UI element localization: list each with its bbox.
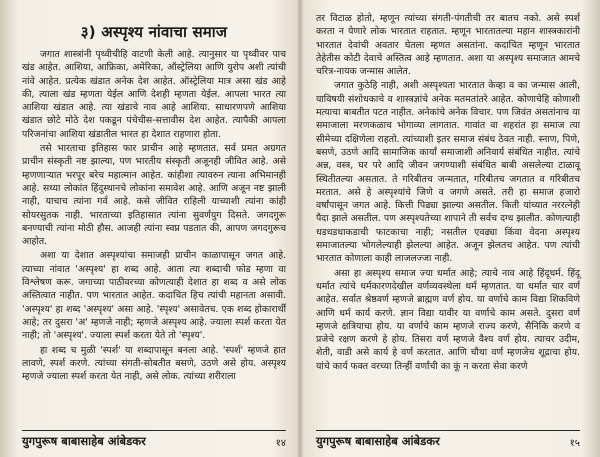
left-paragraph-3: अशा या देशात अस्पृश्यांचा समाजही प्राचीन काळापासून जगत आहे. त्याच्या नांवात 'अस्पृश्य' हा शब्द आहे. आता त्या शब्दाची फोड म्हणा वा विश्लेषण करू. जगाच्या पाठीवरच्या कोणत्याही देशात हा शब्द व असे लोक अस्तित्वात नाहीत. पण भारतात आहेत. कदाचित हिच त्यांची महानता असावी. 'अस्पृश्य' हा शब्द 'अस्पृश्य' असा आहे. 'स्पृश्य' असावेतच. एक शब्द होकारार्थी आहे; तर दुसरा 'अ' म्हणजे नाही; म्हणजे अस्पृश्य आहे. ज्याला स्पर्श करता येत नाही; तो 'अस्पृश्य'. ज्याला स्पर्श करता येते तो 'स्पृश्य'. bbox=[22, 250, 286, 342]
left-paragraph-2: तसे भारताचा इतिहास फार प्राचीन आहे म्हणतात. सर्व प्रमत अग्रगत प्राचीन संस्कृती नष्ट झाल्या, पण भारतीय संस्कृती अजूनही जीवित आहे. असे म्हणणाऱ्यात भरपूर बरेच महात्मान आहेत. कांहीशा त्यावरुन त्याना अभिमानही आहे. सध्या लोकांत हिंदुस्थानचे लोकांना समावेश आहे. आणि अजून नष्ट झाली नाही, याचाच त्यांना गर्व आहे. कसे जीवित राहिली याच्याशी त्यांना कांही सोयरसुतक नाही. भारताच्या इतिहासात त्यांना सुवर्णयुग दिसते. जगदगुरू बनण्याची त्यांना मोठी हौस. आजही त्यांना स्वप्न पडतात की, आपण जगदगुरूच आहोत. bbox=[22, 143, 286, 248]
left-paragraph-1: जगात शास्त्रांनी पृथ्वीचीहि वाटणी केली आहे. त्यानुसार या पृथ्वीवर पाच खंड आहेत. आशिया, आफ्रिका, अमेरिका, ऑस्ट्रेलिया आणि युरोप अशी त्यांची नांवे आहेत. प्रत्येक खंडात अनेक देश आहेत. ऑस्ट्रेलिया मात्र असा खंड आहे की, त्याला खंड म्हणता येईल आणि देशही म्हणता येईल. आपला भारत त्या आशिया खंडात आहे. त्या खंडाचे नाव आहे आशिया. साधारणपणे आशिया खंडात छोटे मोठे देश पकडून पंचेचीस-सत्तावीस देश आहेत. त्यापैकी आपला परिजनांचा आशिया खंडातील भारत हा देशात राहणारा होता. bbox=[22, 49, 286, 140]
footer-book-title: युगपुरूष बाबासाहेब आंबेडकर bbox=[316, 434, 440, 448]
left-page-footer bbox=[22, 430, 286, 449]
page-number: १५ bbox=[569, 437, 580, 449]
page-number: १४ bbox=[275, 437, 286, 449]
right-page-footer bbox=[316, 430, 580, 449]
footer-book-title: युगपुरूष बाबासाहेब आंबेडकर bbox=[22, 434, 146, 448]
right-paragraph-2: जगात कुठेहि नाही, अशी अस्पृश्यता भारतात केव्हा व का जन्मास आली, याविषयी संशोधकाचे व शास्त्रज्ञांचे अनेक मतमतांतरे आहेत. कोणाचेहि कोणाशी मत्याचा बाबतीत पटत नाहीत. अनेकांचे अनेक विचार. पण जिवंत असतांनाच या समाजाला मरणकळाच भोगाव्या लागतात. गावांत वा शहरांत हा समाज त्या सीमेच्या दक्षिणेला राहतो. त्यांच्याशी इतर समाज संबंध ठेवत नाही. स्नाण, पिणे, बसणे, उठणे आदि सामाजिक कार्यां समाजाशी अनिवार्य संबंधित नाहीत. त्यांचे अन्न, वस्त्र, घर परे आदि जीवन जगण्याशी संबंधित बाबी असलेल्या टाळावू स्थितीतल्या असतात. ते गरिबीतच जन्मतात, गरिबीतच जगतात व गरिबीतच मरतात. असे हे अस्पृश्यांचे जिणे व जगणे असते. तरी हा समाज हजारो वर्षांपासून जगत आहे. कित्ती पिढ्या झाल्या असतील. किती यांच्यात नररत्नेही पैदा झाले असतील. पण अस्पृश्यतेच्या शापाने ती सर्वच दग्ध झालीत. कोणत्याही धडधडधाकडाची फाटकाचा नाही; नसतील एवढ्या किंवा वेदना अस्पृश्य समाजातल्या भोगलेल्याही झेलल्या आहेत. अजून झेलतच आहेत. पण त्यांची भारतात कोणाला काही लाजलज्जा नाही. bbox=[316, 80, 580, 265]
left-paragraph-4: हा शब्द च मुळी 'स्पर्श' या शब्दापासून बनला आहे. 'स्पर्श' म्हणजे हात लावणे, स्पर्श करणे. त्यांच्या संगती-सोबतीत बसणे, उठणे असे होय. अस्पृश्य म्हणजे ज्याला स्पर्श करता येत नाही, असे लोक. त्यांच्या शरीराला bbox=[22, 344, 286, 383]
right-paragraph-1: तर विटाळ होतो, म्हणून त्यांच्या संगती-पंगतीची तर बातच नको. असे स्पर्श करता न येणारे लोक भारतात राहतात. म्हणून भारतातल्या महान शास्त्रकारांनी भारतात देवांची अवतार घेतला म्हणत असतांना. कदाचित म्हणून भारतात तेहेतीस कोटी देवाचे अस्तित्व आहे म्हणतात. अशा या अस्पृश्य समाजात आमचे चरित्र-नायक जन्मास आलेत. bbox=[316, 13, 580, 78]
right-page bbox=[302, 0, 600, 457]
right-paragraph-3: असा हा अस्पृश्य समाज ज्या धर्मात आहे; त्याचे नाव आहे हिंदूधर्म. हिंदू धर्मात त्यांचे धर्मकारणदेखील वर्णव्यवस्थेला धर्म म्हणतात. या धर्मात चार वर्ण आहेत. सर्वात श्रेष्ठवर्ण म्हणजे ब्राह्मण वर्ण होय. या वर्णाचे काम विद्या शिकविणे आणि धर्म कार्य करणे. ज्ञान विद्या यावीर या वर्णाचे काम असते. दुसरा वर्ण म्हणजे क्षत्रियाचा होय. या वर्णाचे काम म्हणजे राज्य करणे, सैनिकि करणे व प्रजेचे रक्षण करणे हे होय. तिसरा वर्ण म्हणजे वैश्य वर्ण होय. त्याचर उदीम, शेती, वाडी असे कार्य हे वर्ण करतात. आणि चौथा वर्ण म्हणजेच शूद्राचा होय. यांचे कार्य फक्त वरच्या तिन्हीं वर्णांची का कूं न करता सेवा करणे bbox=[316, 267, 580, 372]
chapter-title: ३) अस्पृश्य नांवाचा समाज bbox=[80, 23, 228, 41]
